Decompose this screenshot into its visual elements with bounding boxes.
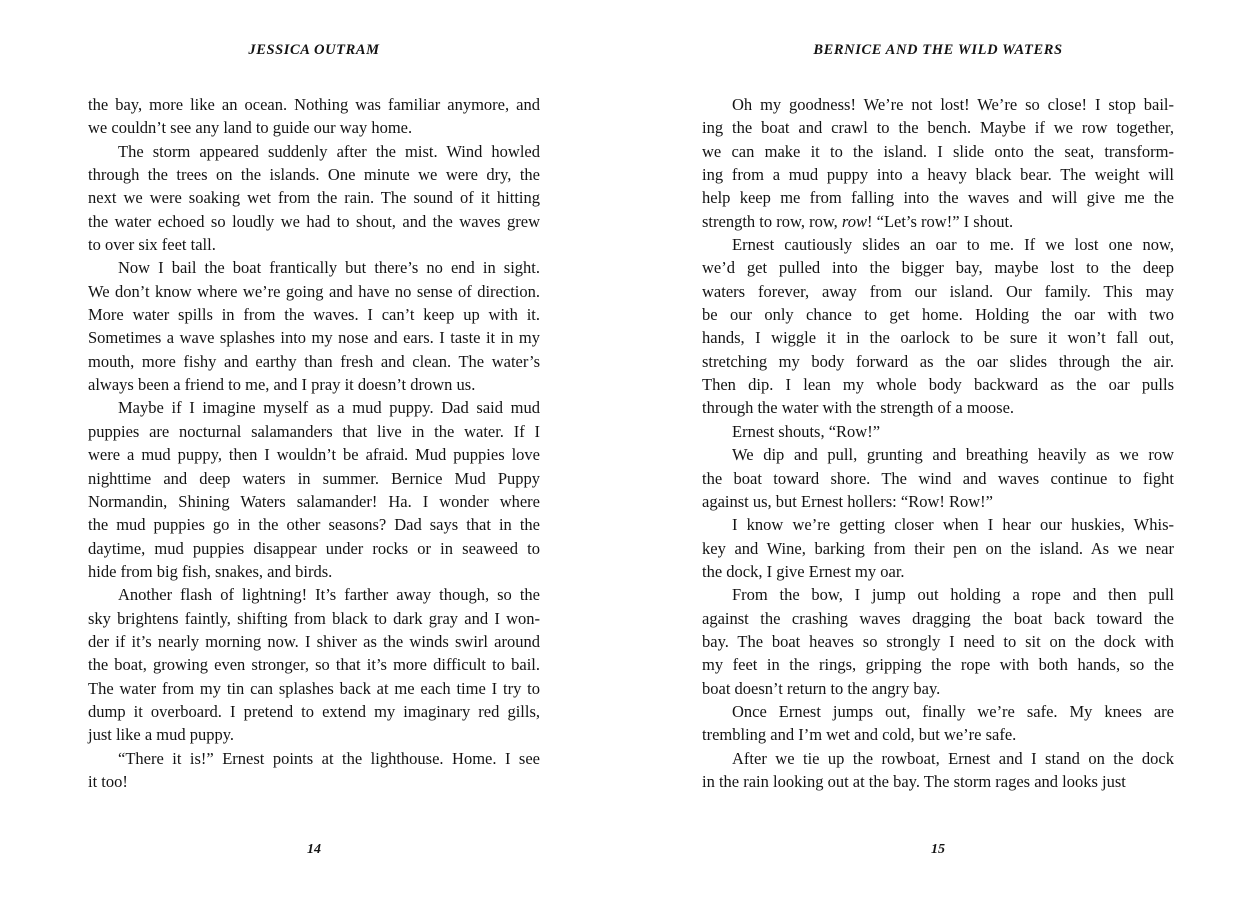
text-line: through the trees on the islands. One minute we were dry, the [88, 165, 540, 185]
text-line: we couldn’t see any land to guide our way home. [88, 118, 413, 138]
page-number-left: 14 [307, 842, 321, 857]
text-line: puppies are nocturnal salamanders that live in the water. If I [88, 421, 540, 441]
text-line: trembling and I’m wet and cold, but we’re safe. [702, 725, 1017, 745]
text-line: hide from big fish, snakes, and birds. [88, 561, 333, 581]
text-line: next we were soaking wet from the rain. The sound of it hitting [88, 188, 540, 208]
text-line: my feet in the rings, gripping the rope with both hands, so the [702, 655, 1174, 675]
page-right [630, 0, 1260, 900]
text-line: against the crashing waves dragging the boat back toward the [702, 608, 1174, 628]
text-line: bay. The boat heaves so strongly I need to sit on the dock with [702, 631, 1174, 651]
text-line: I know we’re getting closer when I hear our huskies, Whis- [732, 515, 1174, 535]
running-head-author: JESSICA OUTRAM [248, 42, 380, 58]
text-line: Now I bail the boat frantically but there’s no end in sight. [118, 258, 540, 278]
text-line: help keep me from falling into the waves and will give me the [702, 188, 1174, 208]
text-line: in the rain looking out at the bay. The storm rages and looks just [702, 771, 1126, 791]
text-line: From the bow, I jump out holding a rope and then pull [732, 585, 1174, 605]
text-line: Normandin, Shining Waters salamander! Ha. I wonder where [88, 491, 540, 511]
text-line: hands, I wiggle it in the oarlock to be sure it won’t fall out, [702, 328, 1174, 348]
page-body-left [88, 93, 540, 793]
text-line: just like a mud puppy. [88, 725, 235, 745]
text-line: Once Ernest jumps out, finally we’re safe. My knees are [732, 701, 1174, 721]
text-line: We dip and pull, grunting and breathing heavily as we row [732, 445, 1174, 465]
text-line: strength to row, row, row! “Let’s row!” I shout. [702, 211, 1014, 231]
text-line: the mud puppies go in the other seasons? Dad says that in the [88, 515, 540, 535]
text-line: we’d get pulled into the bigger bay, maybe lost to the deep [702, 258, 1174, 278]
text-line: key and Wine, barking from their pen on the island. As we near [702, 538, 1174, 558]
text-line: More water spills in from the waves. I can’t keep up with it. [88, 305, 540, 325]
text-line: mouth, more fishy and earthy than fresh and clean. The water’s [88, 351, 540, 371]
text-line: After we tie up the rowboat, Ernest and I stand on the dock [732, 748, 1174, 768]
page-body-right [702, 93, 1174, 793]
text-line: sky brightens faintly, shifting from black to dark gray and I won- [88, 608, 540, 628]
text-line: the dock, I give Ernest my oar. [702, 561, 905, 581]
text-line: Another flash of lightning! It’s farther away though, so the [118, 585, 540, 605]
text-line: to over six feet tall. [88, 235, 216, 255]
text-line: the boat toward shore. The wind and waves continue to fight [702, 468, 1174, 488]
text-line: ing the boat and crawl to the bench. Maybe if we row together, [702, 118, 1174, 138]
text-line: through the water with the strength of a moose. [702, 398, 1015, 418]
text-line: be our only chance to get home. Holding the oar with two [702, 305, 1174, 325]
text-line: The storm appeared suddenly after the mist. Wind howled [118, 141, 540, 161]
text-line: Sometimes a wave splashes into my nose and ears. I taste it in my [88, 328, 540, 348]
text-line: der if it’s nearly morning now. I shiver as the winds swirl around [88, 631, 540, 651]
text-line: The water from my tin can splashes back at me each time I try to [88, 678, 540, 698]
text-line: We don’t know where we’re going and have no sense of direction. [88, 281, 540, 301]
text-line: it too! [88, 771, 128, 791]
text-line: always been a friend to me, and I pray it doesn’t drown us. [88, 375, 476, 395]
text-line: we can make it to the island. I slide onto the seat, transform- [702, 141, 1174, 161]
text-line: the water echoed so loudly we had to shout, and the waves grew [88, 211, 540, 231]
page-number-right: 15 [931, 842, 945, 857]
text-line: daytime, mud puppies disappear under rocks or in seaweed to [88, 538, 540, 558]
text-line: nighttime and deep waters in summer. Bernice Mud Puppy [88, 468, 540, 488]
text-line: “There it is!” Ernest points at the lighthouse. Home. I see [118, 748, 540, 768]
text-line: waters forever, away from our island. Our family. This may [702, 281, 1174, 301]
text-line: against us, but Ernest hollers: “Row! Row!” [702, 491, 993, 511]
running-head-book-title: BERNICE AND THE WILD WATERS [813, 42, 1063, 58]
text-line: boat doesn’t return to the angry bay. [702, 678, 941, 698]
text-line: Maybe if I imagine myself as a mud puppy. Dad said mud [118, 398, 540, 418]
text-line: Ernest cautiously slides an oar to me. If we lost one now, [732, 235, 1174, 255]
text-line: the bay, more like an ocean. Nothing was familiar anymore, and [88, 95, 540, 114]
text-line: stretching my body forward as the oar slides through the air. [702, 351, 1174, 371]
text-line: Then dip. I lean my whole body backward as the oar pulls [702, 375, 1174, 395]
text-line: Oh my goodness! We’re not lost! We’re so close! I stop bail- [732, 95, 1174, 114]
text-line: were a mud puppy, then I wouldn’t be afraid. Mud puppies love [88, 445, 540, 465]
text-line: the boat, growing even stronger, so that it’s more difficult to bail. [88, 655, 540, 675]
text-line: ing from a mud puppy into a heavy black bear. The weight will [702, 165, 1174, 185]
text-line: Ernest shouts, “Row!” [732, 421, 881, 441]
text-line: dump it overboard. I pretend to extend my imaginary red gills, [88, 701, 540, 721]
